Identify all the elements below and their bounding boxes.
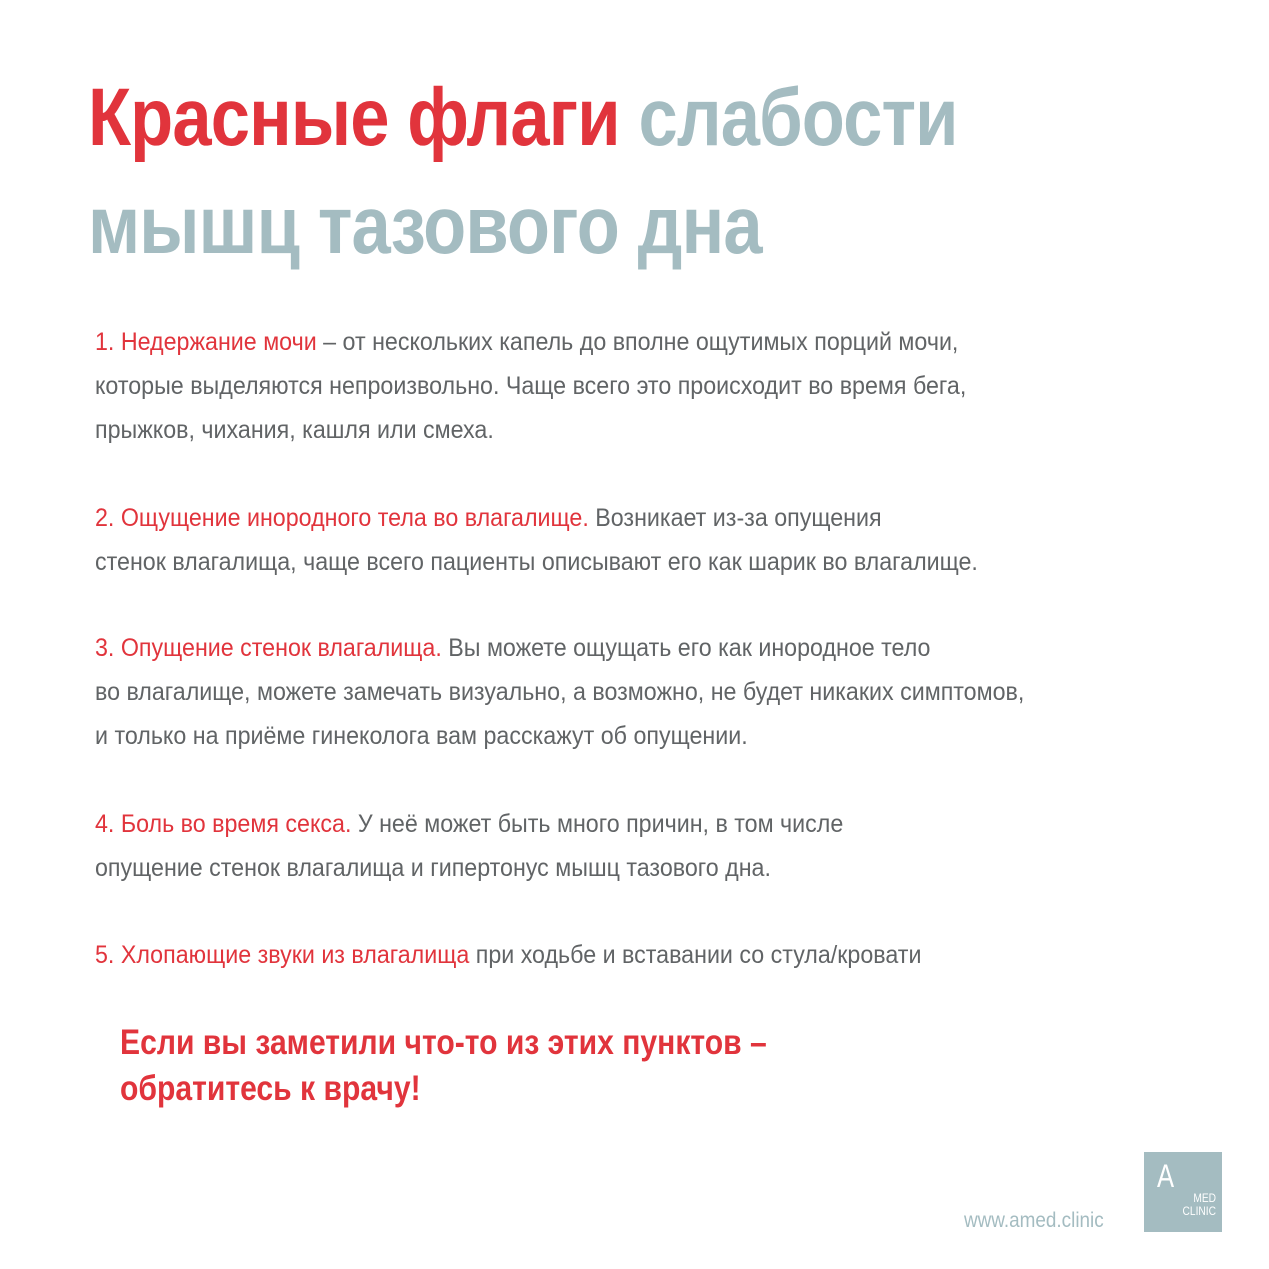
logo-mark: A [1157, 1158, 1175, 1194]
title-line-1 [88, 64, 1034, 172]
amed-clinic-logo [1144, 1152, 1222, 1232]
callout-line-2: обратитесь к врачу! [120, 1069, 421, 1108]
item-text: опущение стенок влагалища и гипертонус мышц тазового дна. [95, 854, 771, 882]
item-text: которые выделяются непроизвольно. Чаще всего это происходит во время бега, [95, 372, 967, 400]
item-text: при ходьбе и вставании со стула/кровати [469, 941, 922, 969]
website-url[interactable]: www.amed.clinic [964, 1209, 1104, 1232]
item-heading: 4. Боль во время секса. [95, 810, 352, 838]
list-item [95, 802, 843, 890]
doctor-callout [120, 1020, 767, 1112]
callout-line-1: Если вы заметили что-то из этих пунктов – [120, 1023, 767, 1062]
item-text: У неё может быть много причин, в том числе [351, 810, 844, 838]
title-red-part: Красные флаги [88, 72, 620, 163]
item-text: – от нескольких капель до вполне ощутимых порций мочи, [316, 328, 959, 356]
item-heading: 5. Хлопающие звуки из влагалища [95, 941, 470, 969]
list-item [95, 626, 1024, 758]
list-item [95, 933, 921, 977]
logo-text-line-2: CLINIC [1182, 1204, 1216, 1218]
title-grey-part: слабости [638, 72, 958, 163]
item-text: и только на приёме гинеколога вам расскажут об опущении. [95, 722, 748, 750]
list-item [95, 320, 966, 452]
page-title [88, 64, 1034, 280]
item-heading: 3. Опущение стенок влагалища. [95, 634, 442, 662]
item-text: во влагалище, можете замечать визуально, а возможно, не будет никаких симптомов, [95, 678, 1025, 706]
item-text: Вы можете ощущать его как инородное тело [441, 634, 931, 662]
item-text: Возникает из-за опущения [588, 504, 882, 532]
item-heading: 1. Недержание мочи [95, 328, 317, 356]
item-text: стенок влагалища, чаще всего пациенты описывают его как шарик во влагалище. [95, 548, 978, 576]
logo-text [1182, 1192, 1216, 1218]
item-heading: 2. Ощущение инородного тела во влагалище. [95, 504, 589, 532]
logo-text-line-1: MED [1193, 1191, 1216, 1205]
item-text: прыжков, чихания, кашля или смеха. [95, 416, 494, 444]
title-line-2: мышц тазового дна [88, 180, 762, 271]
list-item [95, 496, 978, 584]
